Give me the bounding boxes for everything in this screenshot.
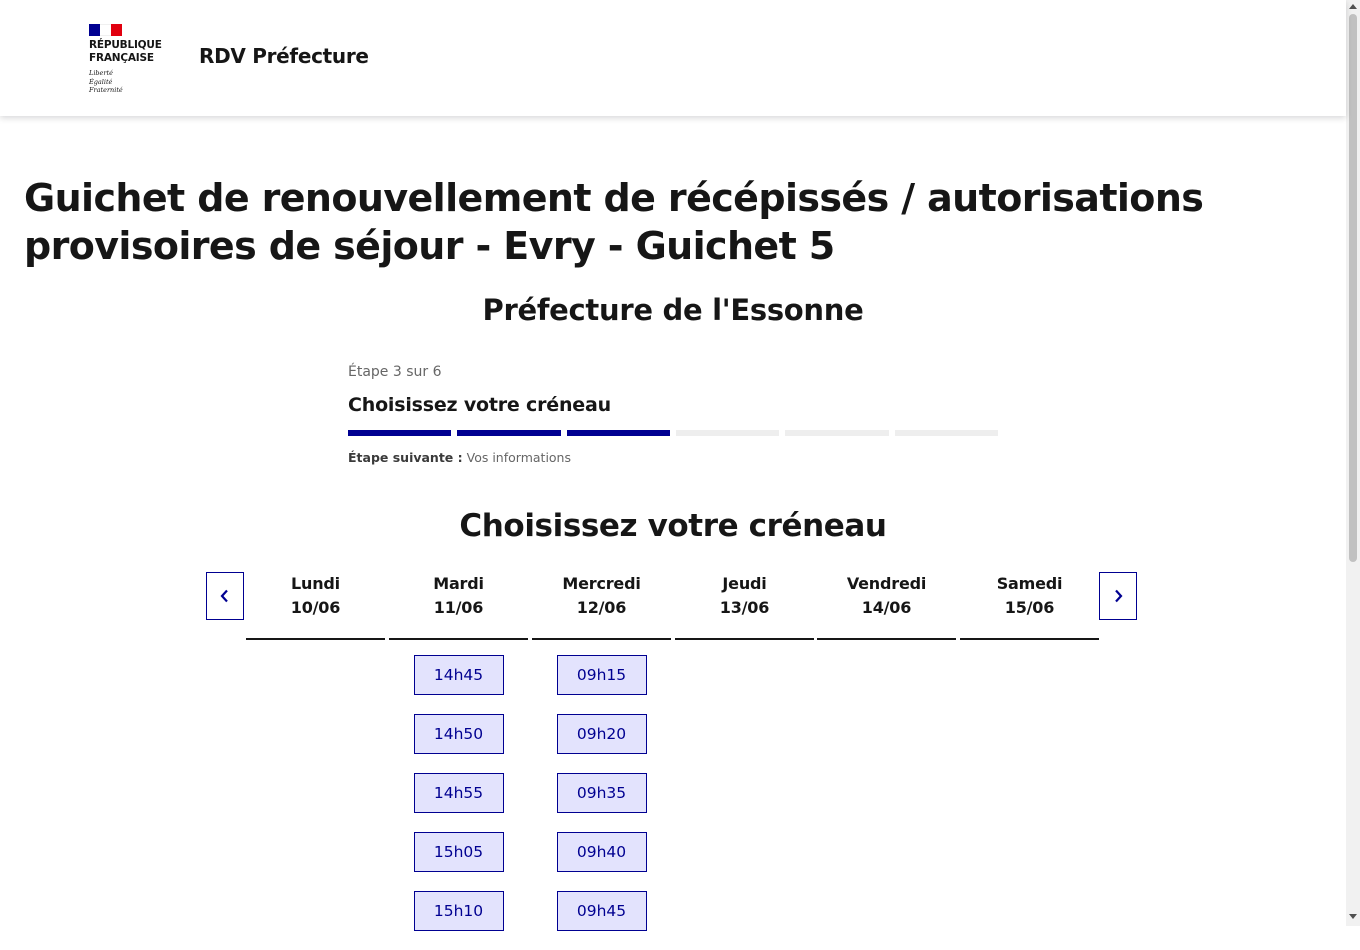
next-step-value: Vos informations	[466, 450, 571, 465]
slot-list	[960, 640, 1099, 655]
day-header	[675, 572, 814, 640]
slot-list	[532, 640, 671, 931]
slots-section-title: Choisissez votre créneau	[459, 508, 887, 544]
stepper-next-step	[348, 450, 571, 465]
stepper-bar-1	[348, 430, 451, 436]
day-name: Vendredi	[846, 574, 927, 593]
slot-list	[675, 640, 814, 655]
slot-list	[389, 640, 528, 931]
flag-icon	[89, 24, 122, 36]
stepper-bar-6	[895, 430, 998, 436]
time-slot-button[interactable]: 14h50	[414, 714, 504, 754]
site-name-link[interactable]: RDV Préfecture	[199, 44, 369, 68]
stepper-bar-4	[676, 430, 779, 436]
day-name: Jeudi	[722, 574, 767, 593]
next-week-button[interactable]	[1099, 572, 1137, 620]
stepper-state: Étape 3 sur 6	[348, 364, 442, 380]
time-slot-button[interactable]: 09h35	[557, 773, 647, 813]
slot-list	[817, 640, 956, 655]
next-step-label: Étape suivante :	[348, 450, 463, 465]
time-slot-button[interactable]: 14h45	[414, 655, 504, 695]
day-date: 14/06	[861, 598, 912, 617]
stepper-bar-5	[785, 430, 888, 436]
stepper-progress	[348, 430, 998, 436]
day-name: Mardi	[433, 574, 484, 593]
stepper-bar-3	[567, 430, 670, 436]
day-name: Samedi	[996, 574, 1063, 593]
vertical-scrollbar[interactable]	[1346, 0, 1360, 926]
stepper-title: Choisissez votre créneau	[348, 394, 611, 416]
slot-list	[246, 640, 385, 655]
chevron-left-icon	[220, 589, 230, 603]
day-name: Mercredi	[562, 574, 641, 593]
republique-francaise-logo[interactable]	[89, 24, 169, 96]
day-column-mardi	[389, 572, 528, 950]
day-header	[532, 572, 671, 640]
day-header	[817, 572, 956, 640]
scrollbar-thumb[interactable]	[1349, 14, 1357, 562]
chevron-right-icon	[1113, 589, 1123, 603]
day-date: 11/06	[433, 598, 484, 617]
time-slot-button[interactable]: 15h10	[414, 891, 504, 931]
day-name: Lundi	[291, 574, 340, 593]
day-column-vendredi	[817, 572, 956, 655]
day-column-samedi	[960, 572, 1099, 655]
stepper-bar-2	[457, 430, 560, 436]
site-header	[0, 0, 1346, 116]
time-slot-button[interactable]: 09h15	[557, 655, 647, 695]
logo-name: RÉPUBLIQUE FRANÇAISE	[89, 39, 162, 64]
scroll-up-arrow-icon[interactable]	[1349, 4, 1357, 9]
day-column-jeudi	[675, 572, 814, 655]
day-date: 10/06	[290, 598, 341, 617]
time-slot-button[interactable]: 09h20	[557, 714, 647, 754]
day-column-mercredi	[532, 572, 671, 950]
page-title: Guichet de renouvellement de récépissés / autorisations provisoires de séjour - Evry - Guichet 5	[24, 176, 1204, 268]
previous-week-button[interactable]	[206, 572, 244, 620]
logo-motto: Liberté Égalité Fraternité	[89, 69, 123, 94]
day-header	[246, 572, 385, 640]
time-slot-button[interactable]: 15h05	[414, 832, 504, 872]
day-header	[389, 572, 528, 640]
day-column-lundi	[246, 572, 385, 655]
prefecture-subtitle: Préfecture de l'Essonne	[482, 293, 864, 327]
time-slot-button[interactable]: 09h45	[557, 891, 647, 931]
scroll-down-arrow-icon[interactable]	[1349, 914, 1357, 919]
time-slot-button[interactable]: 09h40	[557, 832, 647, 872]
day-date: 13/06	[719, 598, 770, 617]
day-date: 12/06	[576, 598, 627, 617]
time-slot-button[interactable]: 14h55	[414, 773, 504, 813]
day-date: 15/06	[1004, 598, 1055, 617]
day-header	[960, 572, 1099, 640]
